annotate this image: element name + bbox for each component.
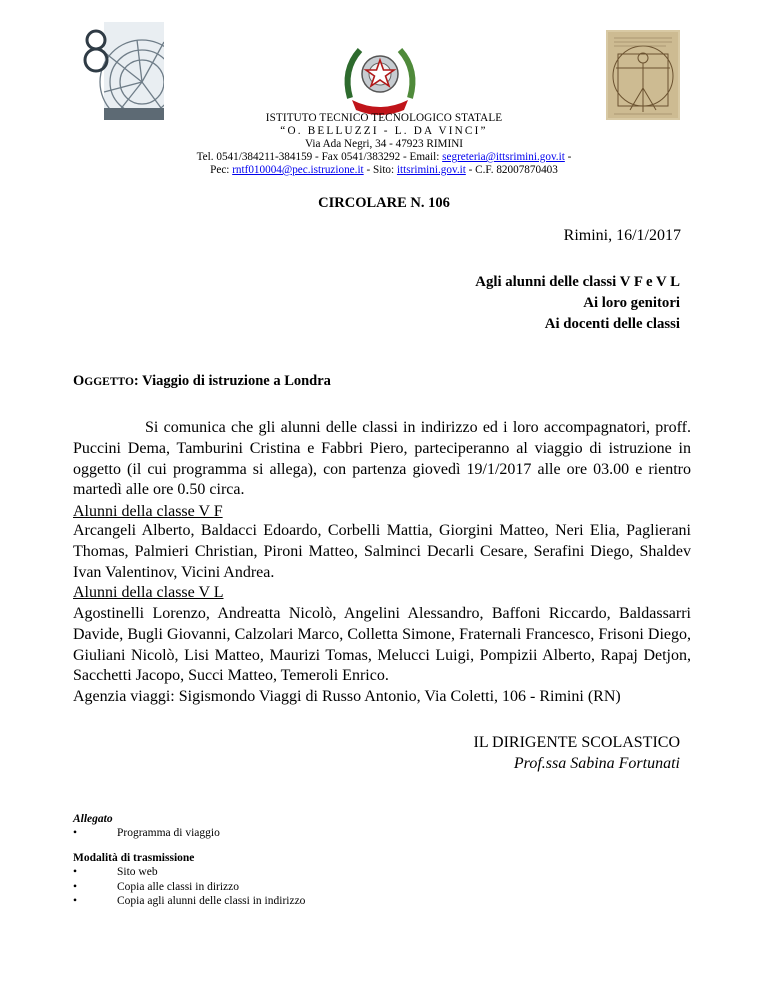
class-vl-students: Agostinelli Lorenzo, Andreatta Nicolò, Angelini Alessandro, Baffoni Riccardo, Baldassarri Davide, Bugli Giovanni, Calzolari Marco, Colletta Simone, Fraternali Francesco, Frisoni Diego, Giuliani Nicolò, Lisi Matteo, Maurizi Tomas, Melucci Luigi, Pompizii Alberto, Rapaj Detjon, Sacchetti Jacopo, Succi Matteo, Temeroli Enrico.	[73, 605, 691, 685]
list-item: • Copia agli alunni delle classi in indirizzo	[73, 895, 306, 907]
attachment-list	[73, 826, 220, 841]
circular-number: CIRCOLARE N. 106	[318, 195, 450, 211]
signature-role: IL DIRIGENTE SCOLASTICO	[473, 734, 680, 751]
school-logo-icon	[82, 22, 164, 120]
school-name: ISTITUTO TECNICO TECNOLOGICO STATALE	[265, 112, 503, 124]
intro-paragraph: Si comunica che gli alunni delle classi in indirizzo ed i loro accompagnatori, proff. Puccini Dema, Tamburini Cristina e Fabbri Piero, parteciperanno al viaggio di istruzione in oggetto (il cui programma si allega), con partenza giovedì 19/1/2017 alle ore 03.00 e rientro martedì alle ore 0.50 circa.	[73, 419, 691, 499]
school-subtitle: “O. BELLUZZI - L. DA VINCI”	[280, 125, 488, 137]
email-link[interactable]: segreteria@ittsrimini.gov.it	[442, 151, 565, 163]
bullet-icon: •	[73, 866, 78, 878]
recipients-block	[475, 272, 680, 335]
list-item: • Copia alle classi in dirizzo	[73, 880, 239, 893]
bullet-icon: •	[73, 895, 78, 907]
recipient-line: Ai loro genitori	[583, 295, 680, 311]
class-vl-heading: Alunni della classe V L	[73, 584, 224, 601]
travel-agency: Agenzia viaggi: Sigismondo Viaggi di Russo Antonio, Via Coletti, 106 - Rimini (RN)	[73, 688, 621, 705]
document-date: Rimini, 16/1/2017	[563, 227, 681, 244]
list-item: • Sito web	[73, 866, 158, 878]
signature-block	[474, 733, 681, 774]
recipient-line: Agli alunni delle classi V F e V L	[475, 274, 680, 290]
bullet-icon: •	[73, 880, 78, 893]
class-vf-heading: Alunni della classe V F	[73, 503, 223, 520]
bullet-icon: •	[73, 827, 78, 839]
school-pec-site: Pec: rntf010004@pec.istruzione.it - Sito: ittsrimini.gov.it - C.F. 82007870403	[210, 164, 558, 176]
subject-line: OGGETTO: Viaggio di istruzione a Londra	[73, 373, 331, 389]
pec-link[interactable]: rntf010004@pec.istruzione.it	[232, 164, 364, 176]
transmission-list	[73, 865, 305, 909]
site-link[interactable]: ittsrimini.gov.it	[396, 164, 466, 176]
subject-text: Viaggio di istruzione a Londra	[142, 373, 331, 389]
republic-emblem-icon	[338, 40, 422, 118]
signature-name: Prof.ssa Sabina Fortunati	[513, 754, 680, 772]
class-vf-students: Arcangeli Alberto, Baldacci Edoardo, Corbelli Mattia, Giorgini Matteo, Neri Elia, Paglierani Thomas, Palmieri Christian, Pironi Matteo, Salminci Decarli Cesare, Serafini Diego, Shaldev Ivan Valentinov, Vicini Andrea.	[73, 522, 691, 581]
vitruvian-man-icon	[606, 30, 680, 120]
list-item: • Programma di viaggio	[73, 827, 220, 839]
school-address: Via Ada Negri, 34 - 47923 RIMINI	[304, 138, 464, 150]
transmission-heading: Modalità di trasmissione	[73, 852, 195, 864]
school-contacts: Tel. 0541/384211-384159 - Fax 0541/383292 - Email: segreteria@ittsrimini.gov.it -	[196, 151, 572, 163]
attachment-heading: Allegato	[73, 813, 113, 825]
recipient-line: Ai docenti delle classi	[544, 316, 680, 332]
